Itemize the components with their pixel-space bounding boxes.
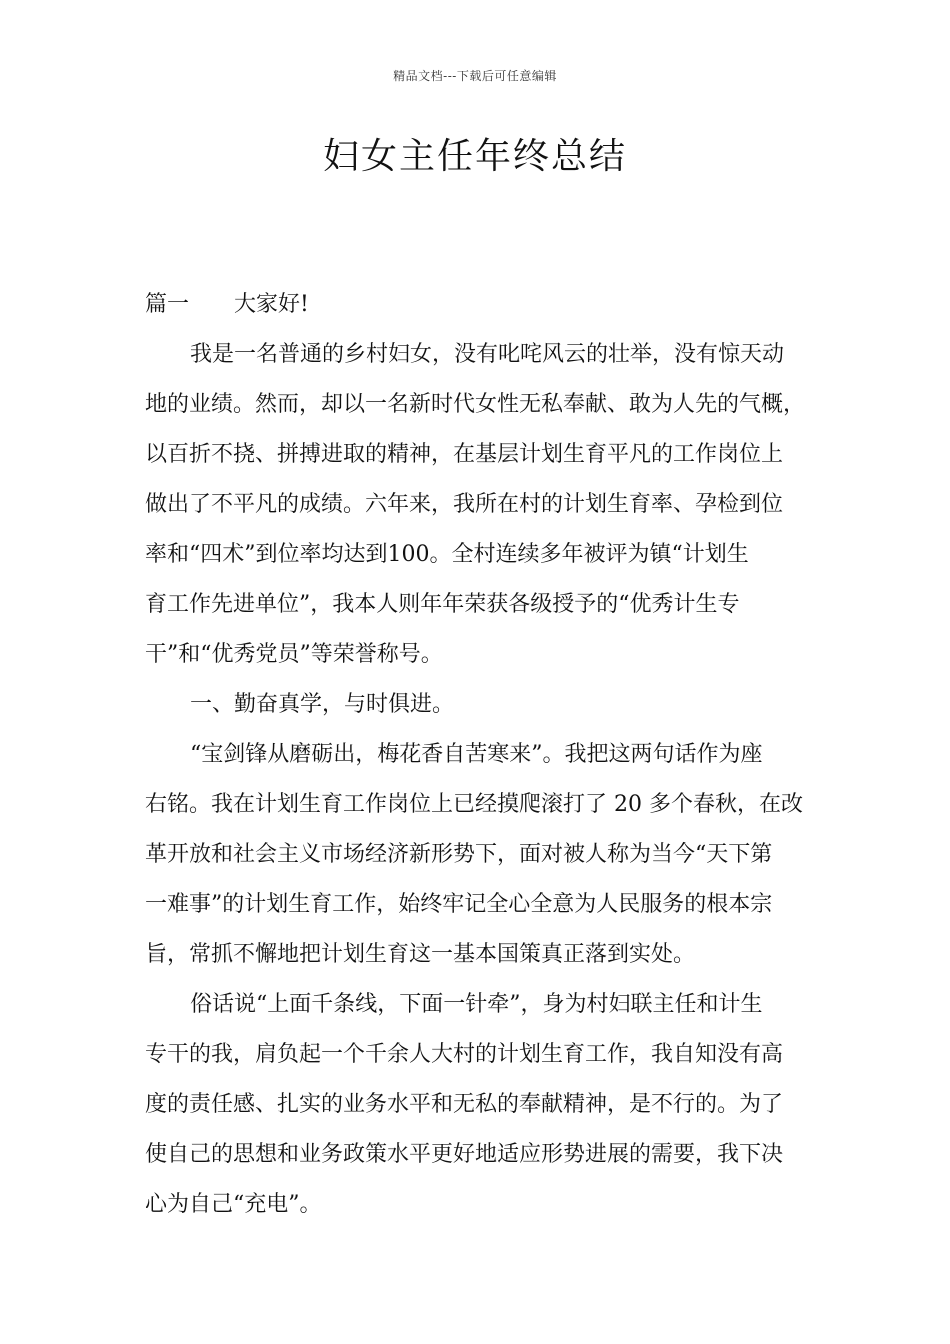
section-label: 篇一 xyxy=(145,292,190,317)
text-line: 专干的我，肩负起一个千余人大村的计划生育工作，我自知没有高 xyxy=(145,1042,784,1067)
text-line: 革开放和社会主义市场经济新形势下，面对被人称为当今“天下第 xyxy=(145,842,773,867)
text-line: 做出了不平凡的成绩。六年来，我所在村的计划生育率、孕检到位 xyxy=(145,492,784,517)
header-note: 精品文档---下载后可任意编辑 xyxy=(393,69,557,83)
greeting: 大家好! xyxy=(234,292,309,317)
document-title: 妇女主任年终总结 xyxy=(322,136,627,177)
text-line: 度的责任感、扎实的业务水平和无私的奉献精神，是不行的。为了 xyxy=(145,1092,784,1117)
text-line: 一、勤奋真学，与时俱进。 xyxy=(190,692,455,717)
text-line: 一难事”的计划生育工作，始终牢记全心全意为人民服务的根本宗 xyxy=(145,892,773,917)
text-line: 心为自己“充电”。 xyxy=(145,1192,322,1217)
text-line: 以百折不挠、拼搏进取的精神，在基层计划生育平凡的工作岗位上 xyxy=(145,442,784,467)
text-line: 旨，常抓不懈地把计划生育这一基本国策真正落到实处。 xyxy=(145,942,696,967)
text-line: 地的业绩。然而，却以一名新时代女性无私奉献、敢为人先的气概， xyxy=(145,392,806,417)
paragraph-lines xyxy=(145,330,820,1230)
text-line: 干”和“优秀党员”等荣誉称号。 xyxy=(145,642,443,667)
section-heading-line xyxy=(145,280,820,330)
text-line: “宝剑锋从磨砺出，梅花香自苦寒来”。我把这两句话作为座 xyxy=(190,742,763,767)
text-line: 俗话说“上面千条线，下面一针牵”，身为村妇联主任和计生 xyxy=(190,992,763,1017)
text-line: 育工作先进单位”，我本人则年年荣获各级授予的“优秀计生专 xyxy=(145,592,740,617)
text-line: 右铭。我在计划生育工作岗位上已经摸爬滚打了 20 多个春秋，在改 xyxy=(145,792,803,817)
text-line: 我是一名普通的乡村妇女，没有叱咤风云的壮举，没有惊天动 xyxy=(190,342,785,367)
document-body xyxy=(145,280,820,1230)
text-line: 使自己的思想和业务政策水平更好地适应形势进展的需要，我下决 xyxy=(145,1142,784,1167)
text-line: 率和“四术”到位率均达到100。全村连续多年被评为镇“计划生 xyxy=(145,542,749,567)
